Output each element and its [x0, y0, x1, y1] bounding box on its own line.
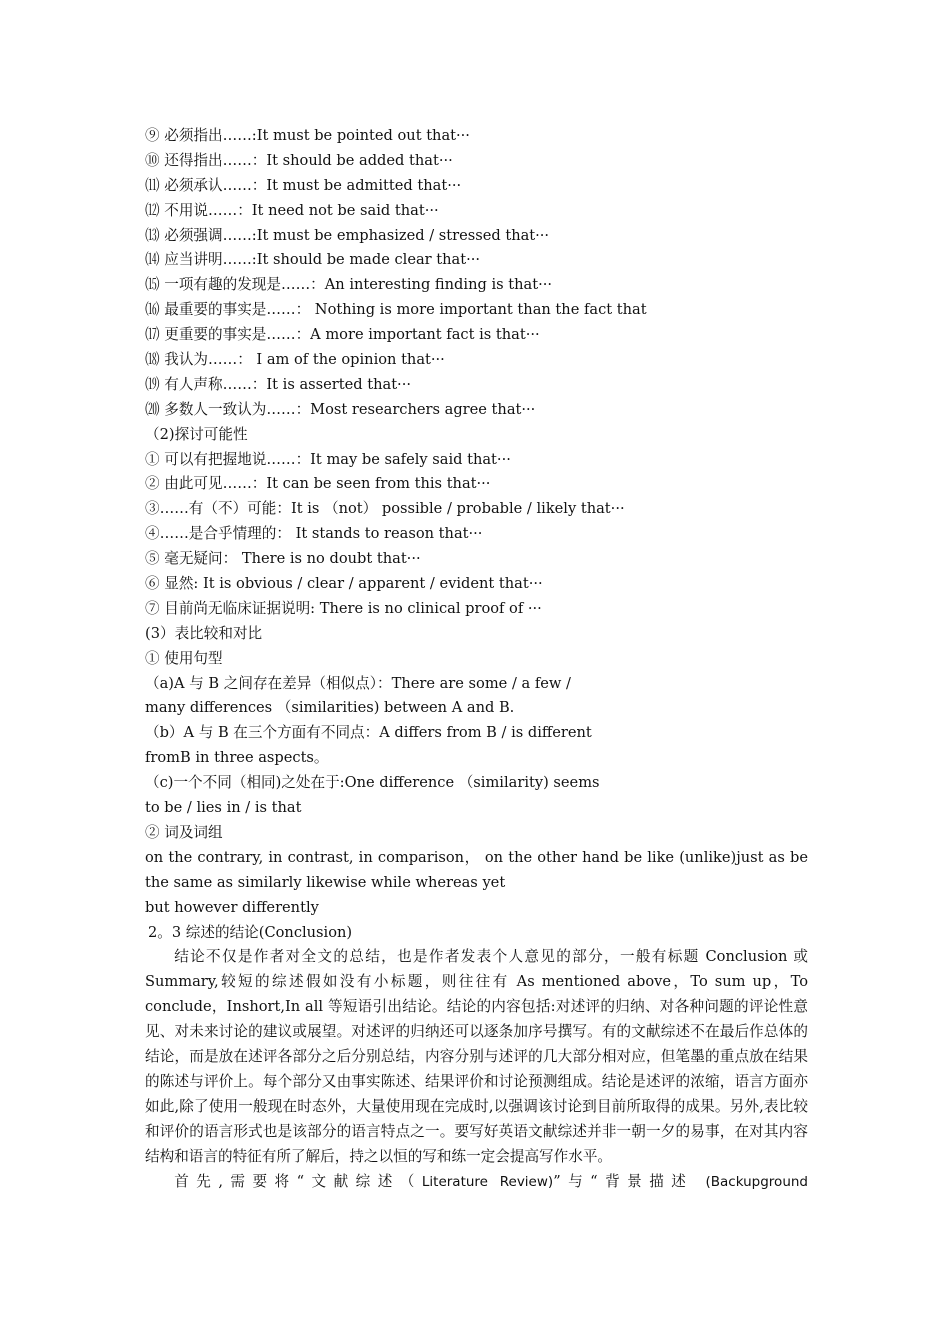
- document-page: [145, 124, 808, 1194]
- section-title-conclusion: 2。3 综述的结论(Conclusion): [148, 923, 353, 941]
- list-item: （a)A 与 B 之间存在差异（相似点）：There are some / a few /: [145, 674, 571, 692]
- list-item: （b）A 与 B 在三个方面有不同点：A differs from B / is different: [145, 724, 592, 742]
- list-b: [145, 448, 808, 622]
- list-item: ⒆ 有人声称……：It is asserted that···: [145, 375, 411, 393]
- list-item: ⑿ 不用说……：It need not be said that···: [145, 201, 439, 219]
- words-line: the same as similarly likewise while whereas yet: [145, 873, 506, 891]
- list-item: to be / lies in / is that: [145, 799, 302, 817]
- list-item: ⒅ 我认为……： I am of the opinion that···: [145, 351, 445, 369]
- list-item: ④……是合乎情理的： It stands to reason that···: [145, 525, 483, 543]
- last-line: [145, 1170, 808, 1195]
- list-a: [145, 124, 808, 423]
- section-heading-comparison: (3）表比较和对比: [145, 624, 263, 642]
- list-item: ⒃ 最重要的事实是……： Nothing is more important than the fact that: [145, 301, 647, 319]
- list-item: ⑥ 显然: It is obvious / clear / apparent / evident that···: [145, 575, 543, 593]
- last-line-cn2: ”与“背景描述: [553, 1172, 694, 1190]
- conclusion-paragraph: 结论不仅是作者对全文的总结，也是作者发表个人意见的部分，一般有标题 Conclusion 或 Summary,较短的综述假如没有小标题，则往往有 As mentioned above，To sum up，To conclude，Inshort,In all 等短语引出结论。结论的内容包括:对述评的归纳、对各种问题的评论性意见、对未来讨论的建议或展望。对述评的归纳还可以逐条加序号撰写。有的文献综述不在最后作总体的结论，而是放在述评各部分之后分别总结，内容分别与述评的几大部分相对应，但笔墨的重点放在结果的陈述与评价上。每个部分又由事实陈述、结果评价和讨论预测组成。结论是述评的浓缩，语言方面亦如此,除了使用一般现在时态外，大量使用现在完成时,以强调该讨论到目前所取得的成果。另外,表比较和评价的语言形式也是该部分的语言特点之一。要写好英语文献综述并非一朝一夕的易事，在对其内容结构和语言的特征有所了解后，持之以恒的写和练一定会提高写作水平。: [145, 948, 808, 1165]
- list-item: ⑩ 还得指出……：It should be added that···: [145, 151, 453, 169]
- list-item: ⒁ 应当讲明……:It should be made clear that···: [145, 251, 481, 269]
- list-item: fromB in three aspects。: [145, 749, 329, 767]
- list-item: ⒄ 更重要的事实是……：A more important fact is that···: [145, 326, 540, 344]
- last-line-en2: (Backupground: [705, 1173, 808, 1190]
- last-line-en1: Literature Review): [421, 1173, 554, 1190]
- list-item: ⑾ 必须承认……：It must be admitted that···: [145, 176, 462, 194]
- list-item: ① 可以有把握地说……：It may be safely said that···: [145, 450, 511, 468]
- list-item: （c)一个不同（相同)之处在于:One difference （similarity) seems: [145, 774, 600, 792]
- list-item: ⒂ 一项有趣的发现是……：An interesting finding is that···: [145, 276, 552, 294]
- words-line: but however differently: [145, 898, 319, 916]
- list-item: many differences （similarities) between A and B.: [145, 699, 515, 717]
- list-item: ⑦ 目前尚无临床证据说明: There is no clinical proof of ···: [145, 599, 542, 617]
- subheading-sentence-patterns: ① 使用句型: [145, 649, 223, 667]
- section-heading-possibility: （2)探讨可能性: [145, 425, 248, 443]
- list-item: ③……有（不）可能：It is （not） possible / probable / likely that···: [145, 500, 625, 518]
- list-item: ⒀ 必须强调……:It must be emphasized / stressed that···: [145, 226, 550, 244]
- words-line: on the contrary, in contrast, in comparison， on the other hand be like (unlike)just as be: [145, 848, 808, 866]
- subheading-words-phrases: ② 词及词组: [145, 823, 223, 841]
- last-line-cn1: 首先,需要将“文献综述（: [174, 1172, 422, 1190]
- list-c: [145, 672, 808, 821]
- list-item: ② 由此可见……：It can be seen from this that···: [145, 475, 491, 493]
- list-item: ⑤ 毫无疑问： There is no doubt that···: [145, 550, 421, 568]
- list-item: ⑨ 必须指出……:It must be pointed out that···: [145, 127, 470, 144]
- list-item: ⒇ 多数人一致认为……：Most researchers agree that···: [145, 400, 536, 418]
